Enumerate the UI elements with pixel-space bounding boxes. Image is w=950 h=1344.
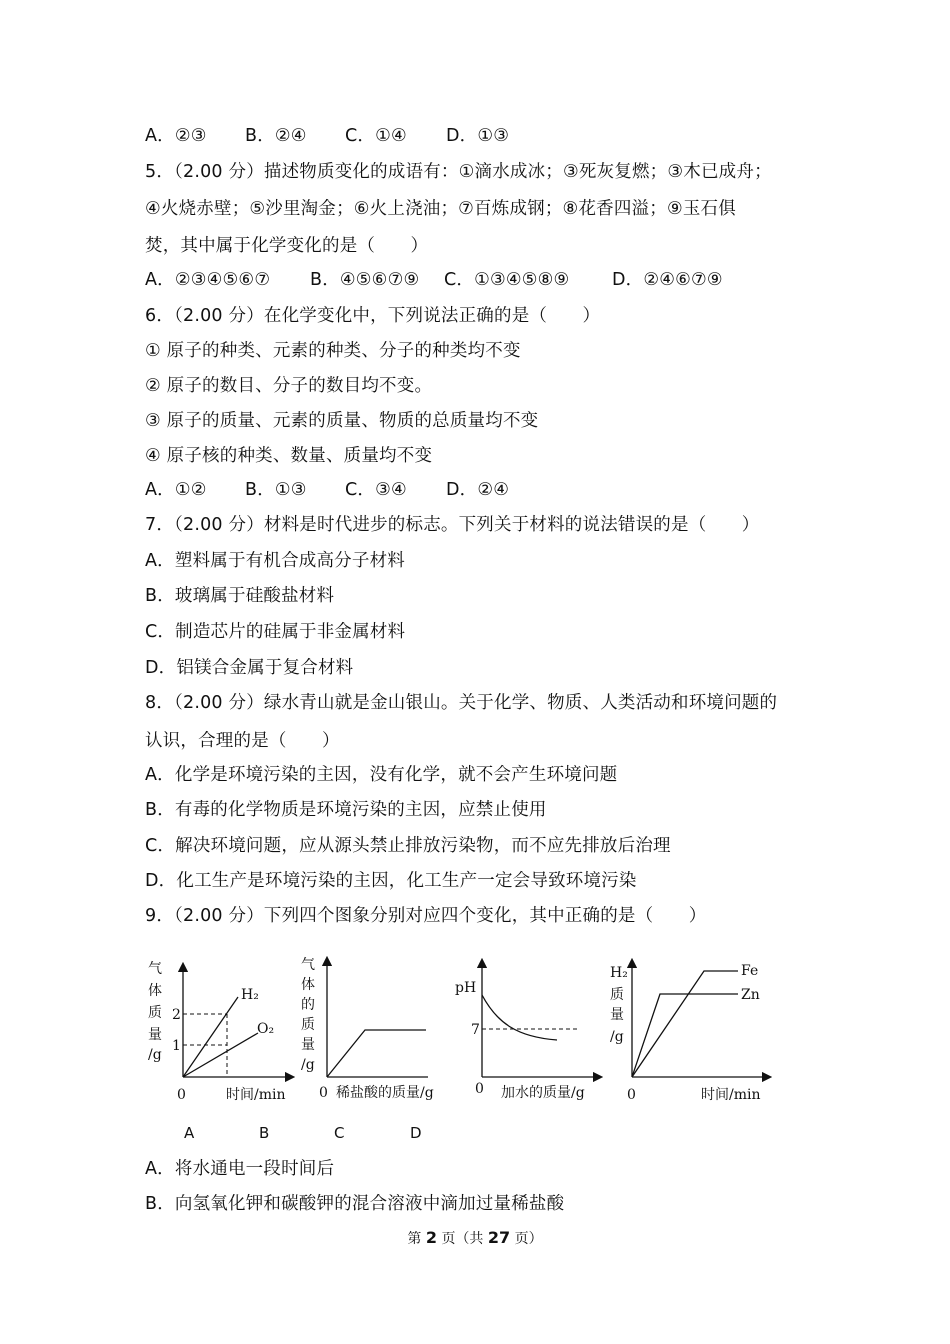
graph-a-tick-2: 2 (172, 1007, 181, 1023)
q5-option-b: B．④⑤⑥⑦⑨ (310, 270, 420, 290)
q6-option-d: D．②④ (446, 480, 510, 500)
graph-d (607, 955, 777, 1110)
q5-stem-line1: 5．（2.00 分）描述物质变化的成语有：①滴水成冰；③死灰复燃；③木已成舟； (145, 162, 772, 182)
graph-d-ylabel-4: /g (610, 1029, 624, 1045)
q4-option-b: B．②④ (245, 126, 307, 146)
graph-d-fe-line (632, 971, 738, 1077)
graph-d-ylabel-2: 质 (610, 987, 624, 1003)
graph-d-xlabel: 时间/min (701, 1087, 761, 1103)
footer-mid: 页（共 (441, 1231, 484, 1247)
graph-a-xlabel: 时间/min (226, 1087, 286, 1103)
q8-option-b: B．有毒的化学物质是环境污染的主因，应禁止使用 (145, 800, 547, 820)
graph-b-xlabel: 稀盐酸的质量/g (336, 1085, 434, 1101)
q8-stem-line2: 认识，合理的是（ ） (145, 731, 340, 751)
footer-total-pages: 27 (487, 1228, 511, 1247)
q5-stem-line2: ④火烧赤壁；⑤沙里淘金；⑥火上浇油；⑦百炼成钢；⑧花香四溢；⑨玉石俱 (145, 199, 736, 219)
graph-a-ylabel-3: 质 (148, 1005, 162, 1021)
graph-label-b: B (259, 1124, 270, 1142)
footer-page-number: 2 (425, 1228, 437, 1247)
q8-stem-line1: 8．（2.00 分）绿水青山就是金山银山。关于化学、物质、人类活动和环境问题的 (145, 693, 778, 713)
q6-options (145, 478, 509, 502)
graph-label-c: C (334, 1124, 345, 1142)
q7-stem: 7．（2.00 分）材料是时代进步的标志。下列关于材料的说法错误的是（ ） (145, 515, 760, 535)
graph-a-h2-label: H₂ (241, 987, 259, 1003)
graph-b-ylabel-6: /g (301, 1057, 315, 1073)
q8-option-a: A．化学是环境污染的主因，没有化学，就不会产生环境问题 (145, 765, 618, 785)
q7-option-c: C．制造芯片的硅属于非金属材料 (145, 622, 406, 642)
q6-item-3: ③ 原子的质量、元素的质量、物质的总质量均不变 (145, 411, 539, 431)
graph-a-tick-1: 1 (172, 1038, 181, 1054)
graph-a (140, 955, 300, 1110)
graph-c (452, 955, 612, 1110)
q5-option-a: A．②③④⑤⑥⑦ (145, 270, 271, 290)
graph-b-curve (327, 1030, 426, 1077)
graph-d-fe-label: Fe (741, 963, 759, 979)
graph-d-origin: 0 (627, 1087, 636, 1103)
q9-option-b: B．向氢氧化钾和碳酸钾的混合溶液中滴加过量稀盐酸 (145, 1194, 565, 1214)
graph-a-o2-label: O₂ (257, 1021, 275, 1037)
graph-b-ylabel-2: 体 (301, 977, 315, 993)
q6-item-4: ④ 原子核的种类、数量、质量均不变 (145, 446, 433, 466)
footer-prefix: 第 (407, 1231, 422, 1247)
graph-c-xlabel: 加水的质量/g (501, 1085, 585, 1101)
graph-d-zn-line (632, 994, 738, 1077)
graph-b-ylabel-1: 气 (301, 957, 315, 973)
graph-c-tick-7: 7 (471, 1022, 480, 1038)
graph-c-ylabel: pH (455, 980, 477, 996)
q9-option-a: A．将水通电一段时间后 (145, 1159, 335, 1179)
q6-item-1: ① 原子的种类、元素的种类、分子的种类均不变 (145, 341, 521, 361)
q7-option-d: D．铝镁合金属于复合材料 (145, 658, 354, 678)
graph-b-ylabel-4: 质 (301, 1017, 315, 1033)
q8-option-c: C．解决环境问题，应从源头禁止排放污染物，而不应先排放后治理 (145, 836, 671, 856)
q5-options (145, 268, 723, 292)
graph-a-ylabel-1: 气 (148, 961, 162, 977)
q9-stem: 9．（2.00 分）下列四个图象分别对应四个变化，其中正确的是（ ） (145, 906, 707, 926)
graph-a-h2-line (183, 997, 238, 1077)
q5-stem-line3: 焚，其中属于化学变化的是（ ） (145, 236, 429, 256)
q4-option-d: D．①③ (446, 126, 510, 146)
q6-item-2: ② 原子的数目、分子的数目均不变。 (145, 376, 433, 396)
graph-d-ylabel-3: 量 (610, 1007, 624, 1023)
graph-d-zn-label: Zn (741, 987, 760, 1003)
q6-stem: 6．（2.00 分）在化学变化中，下列说法正确的是（ ） (145, 306, 601, 326)
q6-option-b: B．①③ (245, 480, 307, 500)
graph-c-origin: 0 (475, 1081, 484, 1097)
graph-a-ylabel-4: 量 (148, 1027, 162, 1043)
graph-a-ylabel-2: 体 (148, 983, 162, 999)
q6-option-c: C．③④ (345, 480, 407, 500)
page-footer (0, 1228, 950, 1248)
graph-label-a: A (184, 1124, 195, 1142)
q8-option-d: D．化工生产是环境污染的主因，化工生产一定会导致环境污染 (145, 871, 637, 891)
graph-d-ylabel-1: H₂ (610, 965, 628, 981)
q4-option-a: A．②③ (145, 126, 207, 146)
q5-option-c: C．①③④⑤⑧⑨ (444, 270, 570, 290)
graph-a-origin: 0 (177, 1087, 186, 1103)
graph-a-ylabel-5: /g (148, 1047, 162, 1063)
graph-b-ylabel-3: 的 (301, 997, 315, 1013)
graph-label-d: D (410, 1124, 422, 1142)
footer-suffix: 页） (514, 1231, 543, 1247)
q7-option-a: A．塑料属于有机合成高分子材料 (145, 551, 405, 571)
graph-b-origin: 0 (319, 1085, 328, 1101)
graph-b (298, 955, 458, 1110)
graph-labels (0, 1124, 950, 1144)
q6-option-a: A．①② (145, 480, 207, 500)
graph-b-ylabel-5: 量 (301, 1037, 315, 1053)
q4-options (145, 124, 509, 148)
q4-option-c: C．①④ (345, 126, 407, 146)
q5-option-d: D．②④⑥⑦⑨ (612, 270, 723, 290)
q7-option-b: B．玻璃属于硅酸盐材料 (145, 586, 335, 606)
graph-a-o2-line (183, 1033, 258, 1077)
graph-c-curve (482, 995, 557, 1040)
